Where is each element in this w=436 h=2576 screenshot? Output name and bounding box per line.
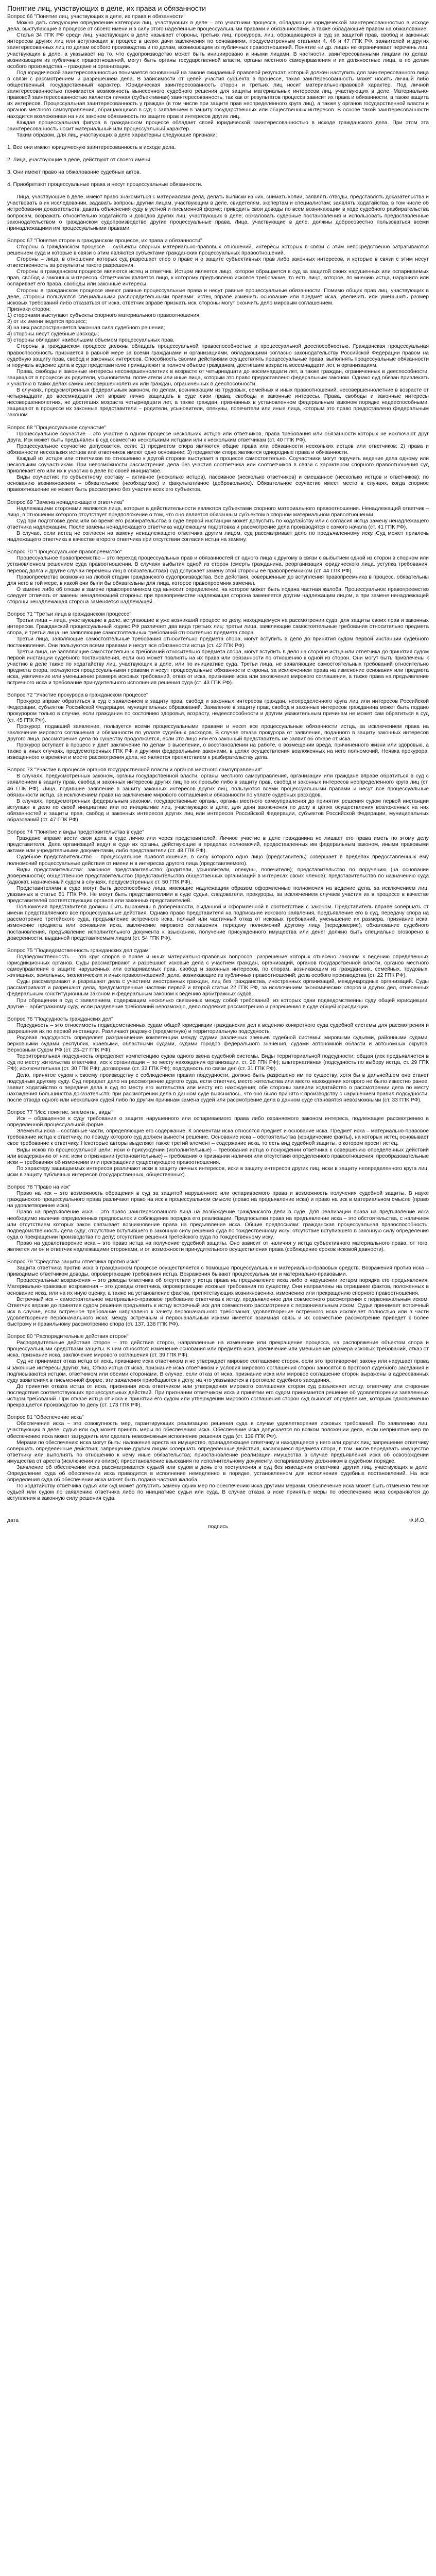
paragraph: Обеспечение иска – это совокупность мер, гарантирующих реализацию решения суда в случае удовлетворения исковых требований. По заявлению лиц, участвующих в деле, судья или суд может принять меры по обеспечению иска. Обеспечение иска допускается во всяком положении дела, если непринятие мер по обеспечению иска может затруднить или сделать невозможным исполнение решения суда (ст. 139 ГПК РФ). bbox=[7, 1421, 429, 1439]
list-item: 4) стороны несут судебные расходы; bbox=[7, 331, 99, 337]
question-heading: Вопрос 78 "Право на иск" bbox=[7, 1184, 71, 1191]
question-heading: Вопрос 70 "Процессуальное правопреемство" bbox=[7, 549, 122, 555]
paragraph: Право на удовлетворение иска – это право истца на получение судебной защиты. Оно зависит от наличия у истца субъективного материального права, от того, является ли он и ответчик надлежащими сторонами, и от возможности принудительного осуществления права (соблюдение сроков исковой давности). bbox=[7, 1240, 429, 1252]
spacer bbox=[7, 761, 429, 767]
paragraph: Защита ответчика против иска в гражданском процессе осуществляется с помощью процессуальных и материально-правовых средств. Возражения против иска – приводимые ответчиком доводы, опровергающие требования истца. Возражения бывают процессуальными и материально-правовыми. bbox=[7, 1265, 429, 1278]
document-title: Понятие лиц, участвующих в деле, их права и обязанности bbox=[7, 4, 206, 12]
paragraph: Лица, участвующие в деле, имеют право знакомиться с материалами дела, делать выписки из них, снимать копии, заявлять отводы, представлять доказательства и участвовать в их исследовании, задавать вопросы другим лицам, участвующим в деле, свидетелям, экспертам и специалистам; заявлять ходатайства, в том числе об истребовании доказательств; давать объяснения суду в устной и письменной форме; приводить свои доводы по всем возникающим в ходе судебного разбирательства вопросам, возражать относительно ходатайств и доводов других лиц, участвующих в деле; обжаловать судебные постановления и использовать предоставленные законодательством о гражданском судопроизводстве другие процессуальные права. Лица, участвующие в деле, должны добросовестно пользоваться всеми принадлежащими им процессуальными правами. bbox=[7, 194, 429, 231]
paragraph: В случаях, предусмотренных федеральным законом, государственные органы, органы местного самоуправления до принятия решения судом первой инстанции вступают в дело по своей инициативе или по инициативе лиц, участвующих в деле, для дачи заключения по делу в целях осуществления возложенных на них обязанностей и защиты прав, свобод и законных интересов других лиц или интересов Российской Федерации, субъектов Российской Федерации, муниципальных образований (ст. 47 ГПК РФ). bbox=[7, 798, 429, 823]
paragraph: Виды исков по процессуальной цели: иски о присуждении (исполнительные) – требования истца о понуждении ответчика к совершению определенных действий или воздержанию от них; иски о признании (установительные) – требования о признании наличия или отсутствия определенного правоотношения; преобразовательные иски – требования об изменении или прекращении существующего правоотношения. bbox=[7, 1147, 429, 1165]
section-12 bbox=[7, 1116, 429, 1178]
paragraph: В случае, если истец не согласен на замену ненадлежащего ответчика другим лицом, суд рассматривает дело по предъявленному иску. Суд может привлечь надлежащего ответчика в качестве второго ответчика при отсутствии согласия истца на замену. bbox=[7, 531, 429, 543]
paragraph: Третьи лица, не заявляющие самостоятельных требований относительно предмета спора, могут вступить в дело на стороне истца или ответчика до принятия судом первой инстанции судебного постановления, если оно может повлиять на их права или обязанности по отношению к одной из сторон. Они могут быть привлечены к участию в деле также по ходатайству лиц, участвующих в деле, или по инициативе суда. Третьи лица, не заявляющие самостоятельных требований относительно предмета спора, пользуются процессуальными правами и несут процессуальные обязанности стороны, за исключением права на изменение основания или предмета иска, увеличение или уменьшение размера исковых требований, отказ от иска, признание иска или заключение мирового соглашения, а также права на предъявление встречного иска и требование принудительного исполнения решения суда (ст. 43 ГПК РФ). bbox=[7, 649, 429, 686]
spacer bbox=[7, 823, 429, 829]
paragraph: Мерами по обеспечению иска могут быть: наложение ареста на имущество, принадлежащее ответчику и находящееся у него или других лиц; запрещение ответчику совершать определенные действия; запрещение другим лицам совершать определенные действия, касающиеся предмета спора, в том числе передавать имущество ответчику или выполнять по отношению к нему иные обязательства; приостановление реализации имущества в случае предъявления иска об освобождении имущества от ареста (исключении из описи); приостановление взыскания по исполнительному документу, оспариваемому должником в судебном порядке. bbox=[7, 1439, 429, 1464]
paragraph: Территориальная подсудность определяет компетенцию судов одного звена судебной системы. Виды территориальной подсудности: общая (иск предъявляется в суд по месту жительства ответчика, иск к организации – по месту нахождения организации, ст. 28 ГПК РФ); альтернативная (подсудность по выбору истца, ст. 29 ГПК РФ); исключительная (ст. 30 ГПК РФ); договорная (ст. 32 ГПК РФ); подсудность по связи дел (ст. 31 ГПК РФ). bbox=[7, 1054, 429, 1072]
section-14 bbox=[7, 1265, 429, 1328]
section-5 bbox=[7, 555, 429, 605]
section-11 bbox=[7, 1023, 429, 1104]
spacer bbox=[7, 1104, 429, 1110]
spacer bbox=[7, 605, 429, 612]
question-heading: Вопрос 72 "Участие прокурора в гражданском процессе" bbox=[7, 692, 148, 699]
paragraph: Подсудность – это относимость подведомственных судам общей юрисдикции гражданских дел к ведению конкретного суда судебной системы для рассмотрения и разрешения их по первой инстанции. Различают родовую (предметную) и территориальную подсудность. bbox=[7, 1022, 429, 1035]
list-item: 1) сторонами выступают субъекты спорного материального правоотношения; bbox=[7, 312, 201, 318]
signature-label: подпись bbox=[207, 1523, 229, 1530]
question-heading: Вопрос 79 "Средства защиты ответчика против иска" bbox=[7, 1259, 139, 1265]
spacer bbox=[7, 163, 429, 170]
question-heading: Вопрос 75 "Подведомственность гражданских дел судам" bbox=[7, 947, 151, 954]
question-heading: Вопрос 67 "Понятие сторон в гражданском процессе, их права и обязанности" bbox=[7, 238, 202, 244]
paragraph: Процессуальные возражения – это доводы ответчика об отсутствии у истца права на предъявление иска либо о нарушении истцом порядка его предъявления. Материально-правовые возражения – это доводы ответчика, опровергающие исковые требования по существу. Они направлены на отрицание фактов, положенных в основание иска, или на их иную оценку, а также на установление фактов, препятствующих возникновению, изменению или прекращению спорного правоотношения. bbox=[7, 1278, 429, 1296]
spacer bbox=[7, 1253, 429, 1259]
paragraph: Право на иск – это возможность обращения в суд за защитой нарушенного или оспариваемого права и возможность получения судебной защиты. В науке гражданского процессуального права различают право на иск в процессуальном смысле (право на предъявление иска) и право на иск в материальном смысле (право на удовлетворение иска). bbox=[7, 1191, 429, 1209]
section-7 bbox=[7, 699, 429, 761]
paragraph: Заявление об обеспечении иска рассматривается судьей или судом в день его поступления в суд без извещения ответчика, других лиц, участвующих в деле. Определение суда об обеспечении иска приводится в исполнение немедленно в порядке, установленном для исполнения судебных постановлений. На все определения суда об обеспечении иска может быть подана частная жалоба. bbox=[7, 1464, 429, 1483]
section-2 bbox=[7, 244, 429, 419]
paragraph: При обращении в суд с заявлением, содержащим несколько связанных между собой требований, из которых одни подведомственны суду общей юрисдикции, другие – арбитражному суду, если разделение требований невозможно, дело подлежит рассмотрению и разрешению в суде общей юрисдикции. bbox=[7, 997, 429, 1010]
date-label: дата bbox=[7, 1517, 19, 1523]
list-item: 2) от их имени ведется процесс; bbox=[7, 319, 88, 325]
spacer bbox=[7, 1409, 429, 1415]
section-4 bbox=[7, 506, 429, 544]
paragraph: Право на предъявление иска – это право заинтересованного лица на возбуждение гражданского дела в суде. Для реализации права на предъявление иска необходимо наличие определенных предпосылок и соблюдение порядка его реализации. Предпосылки права на предъявление иска – это обстоятельства, с наличием или отсутствием которых закон связывает возникновение права на предъявление иска. Общие предпосылки: гражданская процессуальная правоспособность; подведомственность дела суду; отсутствие вступившего в законную силу решения суда по тождественному иску; отсутствие вступившего в законную силу определения суда о прекращении производства по делу; отсутствие решения третейского суда по тождественному иску. bbox=[7, 1209, 429, 1240]
list-item: 5) стороны обладают наибольшим объемом процессуальных прав. bbox=[7, 337, 175, 344]
paragraph: Прокурор вправе обратиться в суд с заявлением в защиту прав, свобод и законных интересов граждан, неопределенного круга лиц или интересов Российской Федерации, субъектов Российской Федерации, муниципальных образований. Заявление в защиту прав, свобод и законных интересов гражданина может быть подано прокурором только в случае, если гражданин по состоянию здоровья, возрасту, недееспособности и другим уважительным причинам не может сам обратиться в суд (ст. 45 ГПК РФ). bbox=[7, 699, 429, 723]
list-item: 2. Лица, участвующие в деле, действуют от своего имени. bbox=[7, 157, 152, 163]
question-heading: Вопрос 71 "Третьи лица в гражданском процессе" bbox=[7, 612, 132, 618]
spacer bbox=[7, 176, 429, 182]
section-13 bbox=[7, 1191, 429, 1253]
paragraph: Дело, принятое судом к своему производству с соблюдением правил подсудности, должно быть разрешено им по существу, хотя бы в дальнейшем оно станет подсудным другому суду. Суд передает дело на рассмотрение другого суда, если ответчик, место жительства или место нахождения которого не было известно ранее, заявит ходатайство о передаче дела в суд по месту его жительства или месту его нахождения; обе стороны заявили ходатайство о рассмотрении дела по месту нахождения большинства доказательств; при рассмотрении дела в данном суде выяснилось, что оно было принято к производству с нарушением правил подсудности; после отвода одного или нескольких судей либо по другим причинам замена судей или рассмотрение дела в данном суде становятся невозможными (ст. 33 ГПК РФ). bbox=[7, 1072, 429, 1103]
section-9 bbox=[7, 836, 429, 942]
paragraph: Можно дать следующее определение категории лиц, участвующих в деле – это участники процесса, обладающие юридической заинтересованностью в исходе дела, выступающие в процессе от своего имени и в силу этого наделенные процессуальными правами и обязанностями, а также обладающие правом на обжалование. bbox=[7, 20, 429, 32]
question-heading: Вопрос 66 "Понятие лиц, участвующих в деле, их права и обязанности" bbox=[7, 14, 186, 20]
paragraph: Права, свободы и законные интересы несовершеннолетних в возрасте от четырнадцати до восемнадцати лет, а также граждан, ограниченных в дееспособности, защищают в процессе их родители, усыновители, попечители или иные лица, которым это право предоставлено федеральным законом. Однако суд обязан привлекать к участию в таких делах самих несовершеннолетних или граждан, ограниченных в дееспособности. bbox=[7, 368, 429, 387]
paragraph: О замене либо об отказе в замене правопреемником суд выносит определение, на которое может быть подана частная жалоба. Процессуальное правопреемство следует отличать от замены ненадлежащей стороны: при правопреемстве надлежащая сторона заменяется другим надлежащим лицом, а при замене ненадлежащей стороны ненадлежащая сторона заменяется надлежащей. bbox=[7, 586, 429, 605]
section-1 bbox=[7, 20, 429, 232]
paragraph: Представителями в суде могут быть дееспособные лица, имеющие надлежащим образом оформленные полномочия на ведение дела, за исключением лиц, указанных в статье 51 ГПК РФ. Не могут быть представителями в суде судьи, следователи, прокуроры, за исключением случаев участия их в процессе в качестве представителей соответствующих органов или законных представителей. bbox=[7, 885, 429, 904]
paragraph: По характеру защищаемых интересов различают иски в защиту личных интересов, иски в защиту интересов других лиц, иски в защиту неопределенного круга лиц, иски в защиту публичных интересов (государственных, общественных). bbox=[7, 1165, 429, 1178]
section-8 bbox=[7, 773, 429, 823]
question-heading: Вопрос 68 "Процессуальное соучастие" bbox=[7, 425, 107, 431]
paragraph: Родовая подсудность определяет разграничение компетенции между судами различных звеньев судебной системы: мировыми судьями, районными судами, верховными судами республик, краевыми, областными судами, судами городов федерального значения, судами автономной области и автономных округов, Верховным Судом РФ (ст. 23–27 ГПК РФ). bbox=[7, 1035, 429, 1054]
spacer bbox=[7, 419, 429, 425]
paragraph: Встречный иск – самостоятельное материально-правовое требование ответчика к истцу, предъявленное для совместного рассмотрения с первоначальным иском. Ответчик вправе до принятия судом решения предъявить к истцу встречный иск для совместного рассмотрения с первоначальным иском. Судья принимает встречный иск в случае, если встречное требование направлено к зачету первоначального требования; удовлетворение встречного иска исключает полностью или в части удовлетворение первоначального иска; между встречным и первоначальным исками имеется взаимная связь и их совместное рассмотрение приведет к более быстрому и правильному рассмотрению спора (ст. 137, 138 ГПК РФ). bbox=[7, 1296, 429, 1327]
paragraph: Стороны в гражданском процессе имеют равные процессуальные права и несут равные процессуальные обязанности. Помимо общих прав лиц, участвующих в деле, стороны пользуются специальными распорядительными правами: истец вправе изменить основание или предмет иска, увеличить или уменьшить размер исковых требований либо отказаться от иска, ответчик вправе признать иск, стороны могут окончить дело мировым соглашением. bbox=[7, 287, 429, 306]
paragraph: Третьи лица, заявляющие самостоятельные требования относительно предмета спора, могут вступить в дело до принятия судом первой инстанции судебного постановления. Они пользуются всеми правами и несут все обязанности истца (ст. 42 ГПК РФ). bbox=[7, 636, 429, 649]
spacer bbox=[7, 543, 429, 549]
question-heading: Вопрос 73 "Участие в процессе органов государственной власти и органов местного самоуправления" bbox=[7, 767, 263, 773]
section-15 bbox=[7, 1340, 429, 1409]
question-heading: Вопрос 77 "Иск: понятие, элементы, виды" bbox=[7, 1110, 114, 1115]
question-heading: Вопрос 74 "Понятие и виды представительства в суде" bbox=[7, 829, 144, 836]
paragraph: Надлежащими сторонами являются лица, которые в действительности являются субъектами спорного материального правоотношения. Ненадлежащий ответчик – лицо, в отношении которого отсутствует предположение о том, что оно является обязанным субъектом в спорном материальном правоотношении. bbox=[7, 505, 429, 518]
paragraph: Распорядительные действия сторон – это действия сторон, направленные на изменение или прекращение процесса, на распоряжение объектом спора и процессуальными средствами защиты. К ним относятся: изменение основания или предмета иска, увеличение или уменьшение размера исковых требований, отказ от иска, признание иска, заключение мирового соглашения (ст. 39 ГПК РФ). bbox=[7, 1340, 429, 1359]
paragraph: Стороны в гражданском процессе должны обладать процессуальной правоспособностью и процессуальной дееспособностью. Гражданская процессуальная правоспособность признается в равной мере за всеми гражданами и организациями, обладающими согласно законодательству Российской Федерации правом на судебную защиту прав, свобод и законных интересов. Способность своими действиями осуществлять процессуальные права, выполнять процессуальные обязанности и поручать ведение дела в суде представителю принадлежит в полном объеме гражданам, достигшим возраста восемнадцати лет, и организациям. bbox=[7, 344, 429, 368]
paragraph: Прокурор, подавший заявление, пользуется всеми процессуальными правами и несет все процессуальные обязанности истца, за исключением права на заключение мирового соглашения и обязанности по уплате судебных расходов. В случае отказа прокурора от заявления, поданного в защиту законных интересов другого лица, рассмотрение дела по существу продолжается, если это лицо или его законный представитель не заявит об отказе от иска. bbox=[7, 723, 429, 742]
paragraph: Иск – обращенное к суду требование о защите нарушенного или оспариваемого права либо охраняемого законом интереса, подлежащее рассмотрению в определенной процессуальной форме. bbox=[7, 1116, 429, 1128]
paragraph: Статья 34 ГПК РФ среди лиц, участвующих в деле называет стороны, третьих лиц, прокурора, лиц, обращающихся в суд за защитой прав, свобод и законных интересов других лиц или вступающих в процесс в целях дачи заключения по основаниям, предусмотренным статьями 4, 46 и 47 ГПК РФ, заявителей и других заинтересованных лиц по делам особого производства и по делам, возникающим из публичных правоотношений. Понятие «и др. лица» не ограничивает перечень лиц, участвующих в деле, а указывает на то, что судопроизводство может быть инициировано и иными лицами. В частности, заинтересованными лицами по делам, возникающим из публичных правоотношений, могут быть органы государственной власти, органы местного самоуправления и их должностные лица, а по делам особого производства – граждане и организации. bbox=[7, 32, 429, 70]
paragraph: Под юридической заинтересованностью понимается основанный на законе ожидаемый правовой результат, который должен наступить для заинтересованного лица в связи с рассмотрением и разрешением дела. В зависимости от целей участия субъекта в процессе, такая заинтересованность может носить личный либо общественный, государственный характер. Юридическая заинтересованность сторон и третьих лиц носит материально-правовой характер. Под личной заинтересованностью понимается возможность вынесенного судебного решения для защиты материальных интересов лиц, участвующих в деле. Материально-правовой заинтересованностью является личная (субъективная) заинтересованность, так как от результатов процесса зависит их права и обязанности, а также защита их интересов. Процессуальная заинтересованность у граждан (в том числе при защите прав неопределенного круга лиц), а также у органов государственной власти и органов местного самоуправления, обращающихся в суд с заявлением в защиту государственных или общественных интересов. В основе такой заинтересованности находится возложенная на них законом обязанность по защите прав и интересов других лиц. bbox=[7, 70, 429, 120]
section-16 bbox=[7, 1421, 429, 1502]
paragraph: Таким образом, для лиц, участвующих в деле характерны следующие признаки: bbox=[16, 132, 217, 138]
spacer bbox=[7, 151, 429, 157]
paragraph: Стороны – лица, в отношении которых суд разрешает спор о праве и о защите субъективных прав либо законных интересов, и которые в связи с этим несут ответственность за результаты такого разрешения. bbox=[7, 257, 429, 269]
list-item: 3. Они имеют право на обжалование судебных актов. bbox=[7, 170, 141, 176]
paragraph: Прокурор вступает в процесс и дает заключение по делам о выселении, о восстановлении на работе, о возмещении вреда, причиненного жизни или здоровью, а также в иных случаях, предусмотренных ГПК РФ и другими федеральными законами, в целях осуществления возложенных на него полномочий. Неявка прокурора, извещенного о времени и месте рассмотрения дела, не является препятствием к разбирательству дела. bbox=[7, 742, 429, 761]
list-item: 4. Приобретают процессуальные права и несут процессуальные обязанности. bbox=[7, 182, 203, 188]
paragraph: В случаях, предусмотренных законом, органы государственной власти, органы местного самоуправления, организации или граждане вправе обратиться в суд с заявлением в защиту прав, свобод и законных интересов других лиц по их просьбе либо в защиту прав, свобод и законных интересов неопределенного круга лиц (ст. 46 ГПК РФ). Лица, подавшие заявление в защиту законных интересов других лиц, пользуются всеми процессуальными правами и несут все процессуальные обязанности истца, за исключением права на заключение мирового соглашения и обязанности по уплате судебных расходов. bbox=[7, 773, 429, 798]
section-3 bbox=[7, 431, 429, 494]
spacer bbox=[7, 139, 429, 145]
spacer bbox=[7, 188, 429, 194]
section-6 bbox=[7, 618, 429, 686]
spacer bbox=[7, 1502, 429, 1515]
paragraph: Граждане вправе вести свои дела в суде лично или через представителей. Личное участие в деле гражданина не лишает его права иметь по этому делу представителя. Дела организаций ведут в суде их органы, действующие в пределах полномочий, предоставленных им федеральным законом, иными правовыми актами или учредительными документами, либо представители (ст. 48 ГПК РФ). bbox=[7, 836, 429, 854]
paragraph: Суд при подготовке дела или во время его разбирательства в суде первой инстанции может допустить по ходатайству или с согласия истца замену ненадлежащего ответчика надлежащим. После замены ненадлежащего ответчика надлежащим подготовка и рассмотрение дела производятся с самого начала (ст. 41 ГПК РФ). bbox=[7, 518, 429, 530]
paragraph: Виды представительства: законное представительство (родители, усыновители, опекуны, попечители); представительство по поручению (на основании доверенности); общественное представительство (представительство общественных организаций в интересах своих членов); представительство по назначению суда (адвокат, назначенный судом в случаях, предусмотренных ст. 50 ГПК РФ). bbox=[7, 867, 429, 885]
paragraph: Стороны в гражданском процессе – субъекты спорных материально-правовых отношений, интересы которых в связи с этим непосредственно затрагиваются решением суда и которые в связи с этим являются субъектами гражданских процессуальных правоотношений. bbox=[7, 244, 429, 256]
spacer bbox=[7, 1178, 429, 1184]
signature-block bbox=[7, 1518, 429, 1524]
spacer bbox=[7, 1010, 429, 1016]
spacer bbox=[7, 232, 429, 238]
paragraph: Каждая процессуальная фигура в гражданском процессе обладает своей юридической заинтересованностью в исходе гражданского дела. При этом эта заинтересованность носит материальный или процессуальный характер. bbox=[7, 120, 429, 132]
spacer bbox=[7, 494, 429, 500]
spacer bbox=[7, 942, 429, 948]
paragraph: Суд не принимает отказ истца от иска, признание иска ответчиком и не утверждает мировое соглашение сторон, если это противоречит закону или нарушает права и законные интересы других лиц. Отказ истца от иска, признание иска ответчиком и условия мирового соглашения сторон заносятся в протокол судебного заседания и подписываются истцом, ответчиком или обеими сторонами. В случае, если отказ от иска, признание иска или мировое соглашение сторон выражены в адресованных суду заявлениях в письменной форме, эти заявления приобщаются к делу, на что указывается в протоколе судебного заседания. bbox=[7, 1359, 429, 1383]
paragraph: По ходатайству ответчика судья или суд может допустить замену одних мер по обеспечению иска другими мерами. Обеспечение иска может быть отменено тем же судьей или судом по заявлению ответчика либо по инициативе судьи или суда. В случае отказа в иске принятые меры по обеспечению иска сохраняются до вступления в законную силу решения суда. bbox=[7, 1483, 429, 1502]
question-heading: Вопрос 81 "Обеспечение иска" bbox=[7, 1415, 84, 1421]
question-heading: Вопрос 69 "Замена ненадлежащего ответчика" bbox=[7, 499, 124, 505]
question-heading: Вопрос 76 "Подсудность гражданских дел" bbox=[7, 1016, 113, 1022]
paragraph: Третьи лица – лица, участвующие в деле, вступающие в уже возникший процесс по делу, находящемуся на рассмотрении суда, для защиты своих прав и законных интересов. Гражданский процессуальный кодекс РФ различает два вида третьих лиц: третьи лица, заявляющие самостоятельные требования относительно предмета спора, и третьи лица, не заявляющие самостоятельных требований относительно предмета спора. bbox=[7, 618, 429, 636]
spacer bbox=[7, 686, 429, 692]
paragraph: Полномочия представителя должны быть выражены в доверенности, выданной и оформленной в соответствии с законом. Представитель вправе совершать от имени представляемого все процессуальные действия. Однако право представителя на подписание искового заявления, предъявление его в суд, передачу спора на рассмотрение третейского суда, предъявление встречного иска, полный или частичный отказ от исковых требований, уменьшение их размера, признание иска, изменение предмета или основания иска, заключение мирового соглашения, передачу полномочий другому лицу (передоверие), обжалование судебного постановления, предъявление исполнительного документа к взысканию, получение присужденного имущества или денег должно быть специально оговорено в доверенности, выданной представляемым лицом (ст. 54 ГПК РФ). bbox=[7, 904, 429, 941]
paragraph: Процессуальное соучастие – это участие в одном процессе нескольких истцов или ответчиков, права требования или обязанности которых не исключают друг друга. Иск может быть предъявлен в суд совместно несколькими истцами или к нескольким ответчикам (ст. 40 ГПК РФ). bbox=[7, 431, 429, 443]
list-item: 3) на них распространяется законная сила судебного решения; bbox=[7, 325, 165, 331]
paragraph: Элементы иска – составные части, определяющие его содержание. К элементам иска относятся предмет и основание иска. Предмет иска – материально-правовое требование истца к ответчику, по поводу которого суд должен вынести решение. Основание иска – обстоятельства (юридические факты), на которых истец основывает свое требование к ответчику. Некоторые авторы выделяют также третий элемент – содержание иска, то есть вид судебной защиты, о котором просит истец. bbox=[7, 1128, 429, 1147]
paragraph: Суды рассматривают и разрешают дела с участием иностранных граждан, лиц без гражданства, иностранных организаций, международных организаций. Суды рассматривают и разрешают дела, предусмотренные частями первой и второй статьи 22 ГПК РФ, за исключением экономических споров и других дел, отнесенных федеральным конституционным законом и федеральным законом к ведению арбитражных судов. bbox=[7, 979, 429, 997]
list-item: 1. Все они имеют юридическую заинтересованность в исходе дела. bbox=[7, 144, 176, 150]
name-label: Ф.И.О. bbox=[409, 1517, 426, 1523]
paragraph: В случаях, предусмотренных федеральным законом, по делам, возникающим из трудовых, семейных и иных правоотношений, несовершеннолетние в возрасте от четырнадцати до восемнадцати лет вправе лично защищать в суде свои права, свободы и законные интересы. Права, свободы и законные интересы несовершеннолетних, не достигших возраста четырнадцати лет, а также граждан, признанных в установленном федеральным законом порядке недееспособными, защищают в процессе их законные представители – родители, усыновители, опекуны, попечители или иные лица, которым это право предоставлено федеральным законом. bbox=[7, 387, 429, 418]
section-10 bbox=[7, 954, 429, 1010]
paragraph: Стороны в гражданском процессе являются истец и ответчик. Истцом является лицо, которое обращается в суд за защитой своих нарушенных или оспариваемых прав, свобод и законных интересов. Ответчиком является лицо, к которому предъявлено исковое требование, то есть лицо, которое, по мнению истца, нарушило или оспаривает его права, свободы или законные интересы. bbox=[7, 269, 429, 287]
paragraph: Судебное представительство – процессуальное правоотношение, в силу которого одно лицо (представитель) совершает в пределах предоставленных ему полномочий процессуальные действия от имени и в интересах другого лица (представляемого). bbox=[7, 854, 429, 867]
spacer bbox=[7, 1328, 429, 1334]
question-heading: Вопрос 80 "Распорядительные действия сторон" bbox=[7, 1334, 129, 1340]
paragraph: Правопреемство возможно на любой стадии гражданского судопроизводства. Все действия, совершенные до вступления правопреемника в процесс, обязательны для него в той мере, в какой они были бы обязательны для лица, которое правопреемник заменил. bbox=[7, 574, 429, 586]
paragraph: Процессуальное соучастие допускается, если: 1) предметом спора являются общие права или обязанности нескольких истцов или ответчиков; 2) права и обязанности нескольких истцов или ответчиков имеют одно основание; 3) предметом спора являются однородные права и обязанности. bbox=[7, 443, 429, 455]
paragraph: Процессуальное правопреемство – это переход процессуальных прав и обязанностей от одного лица к другому в связи с выбытием одной из сторон в спорном или установленном решением суда правоотношении. В случаях выбытия одной из сторон (смерть гражданина, реорганизация юридического лица, уступка требования, перевод долга и другие случаи перемены лиц в обязательствах) суд допускает замену этой стороны ее правопреемником (ст. 44 ГПК РФ). bbox=[7, 555, 429, 574]
paragraph: До принятия отказа истца от иска, признания иска ответчиком или утверждения мирового соглашения сторон суд разъясняет истцу, ответчику или сторонам последствия соответствующих процессуальных действий. При признании ответчиком иска и принятии его судом принимается решение об удовлетворении заявленных истцом требований. При отказе истца от иска и принятии его судом или утверждении мирового соглашения сторон суд выносит определение, которым одновременно прекращается производство по делу (ст. 173 ГПК РФ). bbox=[7, 1383, 429, 1409]
paragraph: Каждый из истцов или ответчиков по отношению к другой стороне выступает в процессе самостоятельно. Соучастники могут поручить ведение дела одному или нескольким соучастникам. При невозможности рассмотрения дела без участия соответчика или соответчиков в связи с характером спорного правоотношения суд привлекает его или их к участию в деле по своей инициативе. bbox=[7, 456, 429, 474]
paragraph: Виды соучастия: по субъектному составу – активное (несколько истцов), пассивное (несколько ответчиков) и смешанное (несколько истцов и ответчиков); по основанию возникновения – обязательное (необходимое) и факультативное (добровольное). Обязательное соучастие имеет место в случаях, когда спорное правоотношение не может быть рассмотрено без участия всех его субъектов. bbox=[7, 474, 429, 493]
list-title: Признаки сторон: bbox=[7, 306, 51, 312]
paragraph: Подведомственность – это круг споров о праве и иных материально-правовых вопросов, разрешение которых отнесено законом к ведению определенных юрисдикционных органов. Суды рассматривают и разрешают исковые дела с участием граждан, организаций, органов государственной власти, органов местного самоуправления о защите нарушенных или оспариваемых прав, свобод и законных интересов, по спорам, возникающим из гражданских, семейных, трудовых, жилищных, земельных, экологических и иных правоотношений; дела, возникающие из публичных правоотношений; дела особого производства (ст. 22 ГПК РФ). bbox=[7, 954, 429, 979]
